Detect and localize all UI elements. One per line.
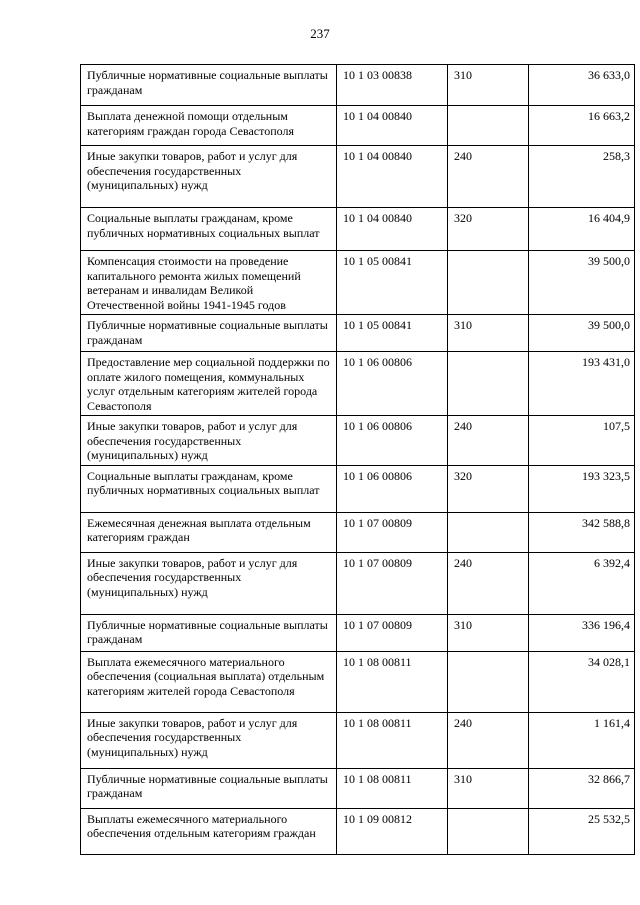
row-amount: 193 323,5 bbox=[529, 465, 635, 512]
row-code: 10 1 04 00840 bbox=[337, 146, 448, 208]
row-expense-type bbox=[448, 251, 529, 315]
row-amount: 1 161,4 bbox=[529, 712, 635, 768]
row-expense-type: 320 bbox=[448, 208, 529, 251]
table-row bbox=[81, 465, 635, 512]
page-number: 237 bbox=[310, 26, 330, 41]
row-name: Иные закупки товаров, работ и услуг для обеспечения государственных (муниципальных) нужд bbox=[81, 416, 337, 466]
row-code: 10 1 07 00809 bbox=[337, 512, 448, 552]
row-code: 10 1 04 00840 bbox=[337, 208, 448, 251]
row-expense-type bbox=[448, 808, 529, 854]
row-code: 10 1 08 00811 bbox=[337, 712, 448, 768]
table-row bbox=[81, 712, 635, 768]
row-name: Иные закупки товаров, работ и услуг для обеспечения государственных (муниципальных) нужд bbox=[81, 712, 337, 768]
row-code: 10 1 09 00812 bbox=[337, 808, 448, 854]
row-expense-type: 240 bbox=[448, 146, 529, 208]
table-row bbox=[81, 552, 635, 614]
row-amount: 107,5 bbox=[529, 416, 635, 466]
row-amount: 6 392,4 bbox=[529, 552, 635, 614]
row-name: Предоставление мер социальной поддержки по оплате жилого помещения, коммунальных услуг отдельным категориям жителей города Севастополя bbox=[81, 352, 337, 416]
row-amount: 32 866,7 bbox=[529, 768, 635, 808]
table-row bbox=[81, 808, 635, 854]
table-row bbox=[81, 106, 635, 146]
table-row bbox=[81, 651, 635, 712]
table-row bbox=[81, 352, 635, 416]
row-expense-type: 310 bbox=[448, 614, 529, 651]
row-code: 10 1 08 00811 bbox=[337, 651, 448, 712]
table-row bbox=[81, 315, 635, 352]
row-name: Иные закупки товаров, работ и услуг для обеспечения государственных (муниципальных) нужд bbox=[81, 552, 337, 614]
row-amount: 16 404,9 bbox=[529, 208, 635, 251]
row-amount: 336 196,4 bbox=[529, 614, 635, 651]
row-code: 10 1 06 00806 bbox=[337, 416, 448, 466]
row-code: 10 1 05 00841 bbox=[337, 315, 448, 352]
row-amount: 34 028,1 bbox=[529, 651, 635, 712]
row-name: Публичные нормативные социальные выплаты гражданам bbox=[81, 65, 337, 106]
row-expense-type: 240 bbox=[448, 416, 529, 466]
row-name: Выплаты ежемесячного материального обеспечения отдельным категориям граждан bbox=[81, 808, 337, 854]
row-expense-type: 310 bbox=[448, 65, 529, 106]
row-name: Социальные выплаты гражданам, кроме публичных нормативных социальных выплат bbox=[81, 465, 337, 512]
row-name: Иные закупки товаров, работ и услуг для обеспечения государственных (муниципальных) нужд bbox=[81, 146, 337, 208]
row-code: 10 1 04 00840 bbox=[337, 106, 448, 146]
row-name: Ежемесячная денежная выплата отдельным категориям граждан bbox=[81, 512, 337, 552]
table-row bbox=[81, 512, 635, 552]
row-expense-type bbox=[448, 512, 529, 552]
row-name: Компенсация стоимости на проведение капитального ремонта жилых помещений ветеранам и инвалидам Великой Отечественной войны 1941-1945 годов bbox=[81, 251, 337, 315]
row-code: 10 1 08 00811 bbox=[337, 768, 448, 808]
row-name: Публичные нормативные социальные выплаты гражданам bbox=[81, 614, 337, 651]
row-amount: 36 633,0 bbox=[529, 65, 635, 106]
row-amount: 342 588,8 bbox=[529, 512, 635, 552]
table-row bbox=[81, 208, 635, 251]
budget-table-body bbox=[81, 65, 635, 855]
row-code: 10 1 06 00806 bbox=[337, 352, 448, 416]
row-name: Публичные нормативные социальные выплаты гражданам bbox=[81, 768, 337, 808]
row-expense-type bbox=[448, 651, 529, 712]
table-row bbox=[81, 614, 635, 651]
row-name: Социальные выплаты гражданам, кроме публичных нормативных социальных выплат bbox=[81, 208, 337, 251]
row-expense-type: 240 bbox=[448, 712, 529, 768]
row-code: 10 1 07 00809 bbox=[337, 614, 448, 651]
table-row bbox=[81, 416, 635, 466]
row-expense-type bbox=[448, 106, 529, 146]
row-expense-type: 240 bbox=[448, 552, 529, 614]
table-row bbox=[81, 146, 635, 208]
row-code: 10 1 03 00838 bbox=[337, 65, 448, 106]
row-amount: 16 663,2 bbox=[529, 106, 635, 146]
row-amount: 39 500,0 bbox=[529, 315, 635, 352]
row-amount: 193 431,0 bbox=[529, 352, 635, 416]
row-name: Выплата ежемесячного материального обеспечения (социальная выплата) отдельным категориям жителей города Севастополя bbox=[81, 651, 337, 712]
row-code: 10 1 06 00806 bbox=[337, 465, 448, 512]
row-name: Публичные нормативные социальные выплаты гражданам bbox=[81, 315, 337, 352]
row-expense-type bbox=[448, 352, 529, 416]
budget-table bbox=[80, 64, 635, 855]
row-name: Выплата денежной помощи отдельным категориям граждан города Севастополя bbox=[81, 106, 337, 146]
row-amount: 39 500,0 bbox=[529, 251, 635, 315]
row-expense-type: 310 bbox=[448, 315, 529, 352]
row-expense-type: 320 bbox=[448, 465, 529, 512]
table-row bbox=[81, 251, 635, 315]
row-expense-type: 310 bbox=[448, 768, 529, 808]
row-amount: 258,3 bbox=[529, 146, 635, 208]
table-row bbox=[81, 65, 635, 106]
row-code: 10 1 07 00809 bbox=[337, 552, 448, 614]
row-amount: 25 532,5 bbox=[529, 808, 635, 854]
table-row bbox=[81, 768, 635, 808]
row-code: 10 1 05 00841 bbox=[337, 251, 448, 315]
